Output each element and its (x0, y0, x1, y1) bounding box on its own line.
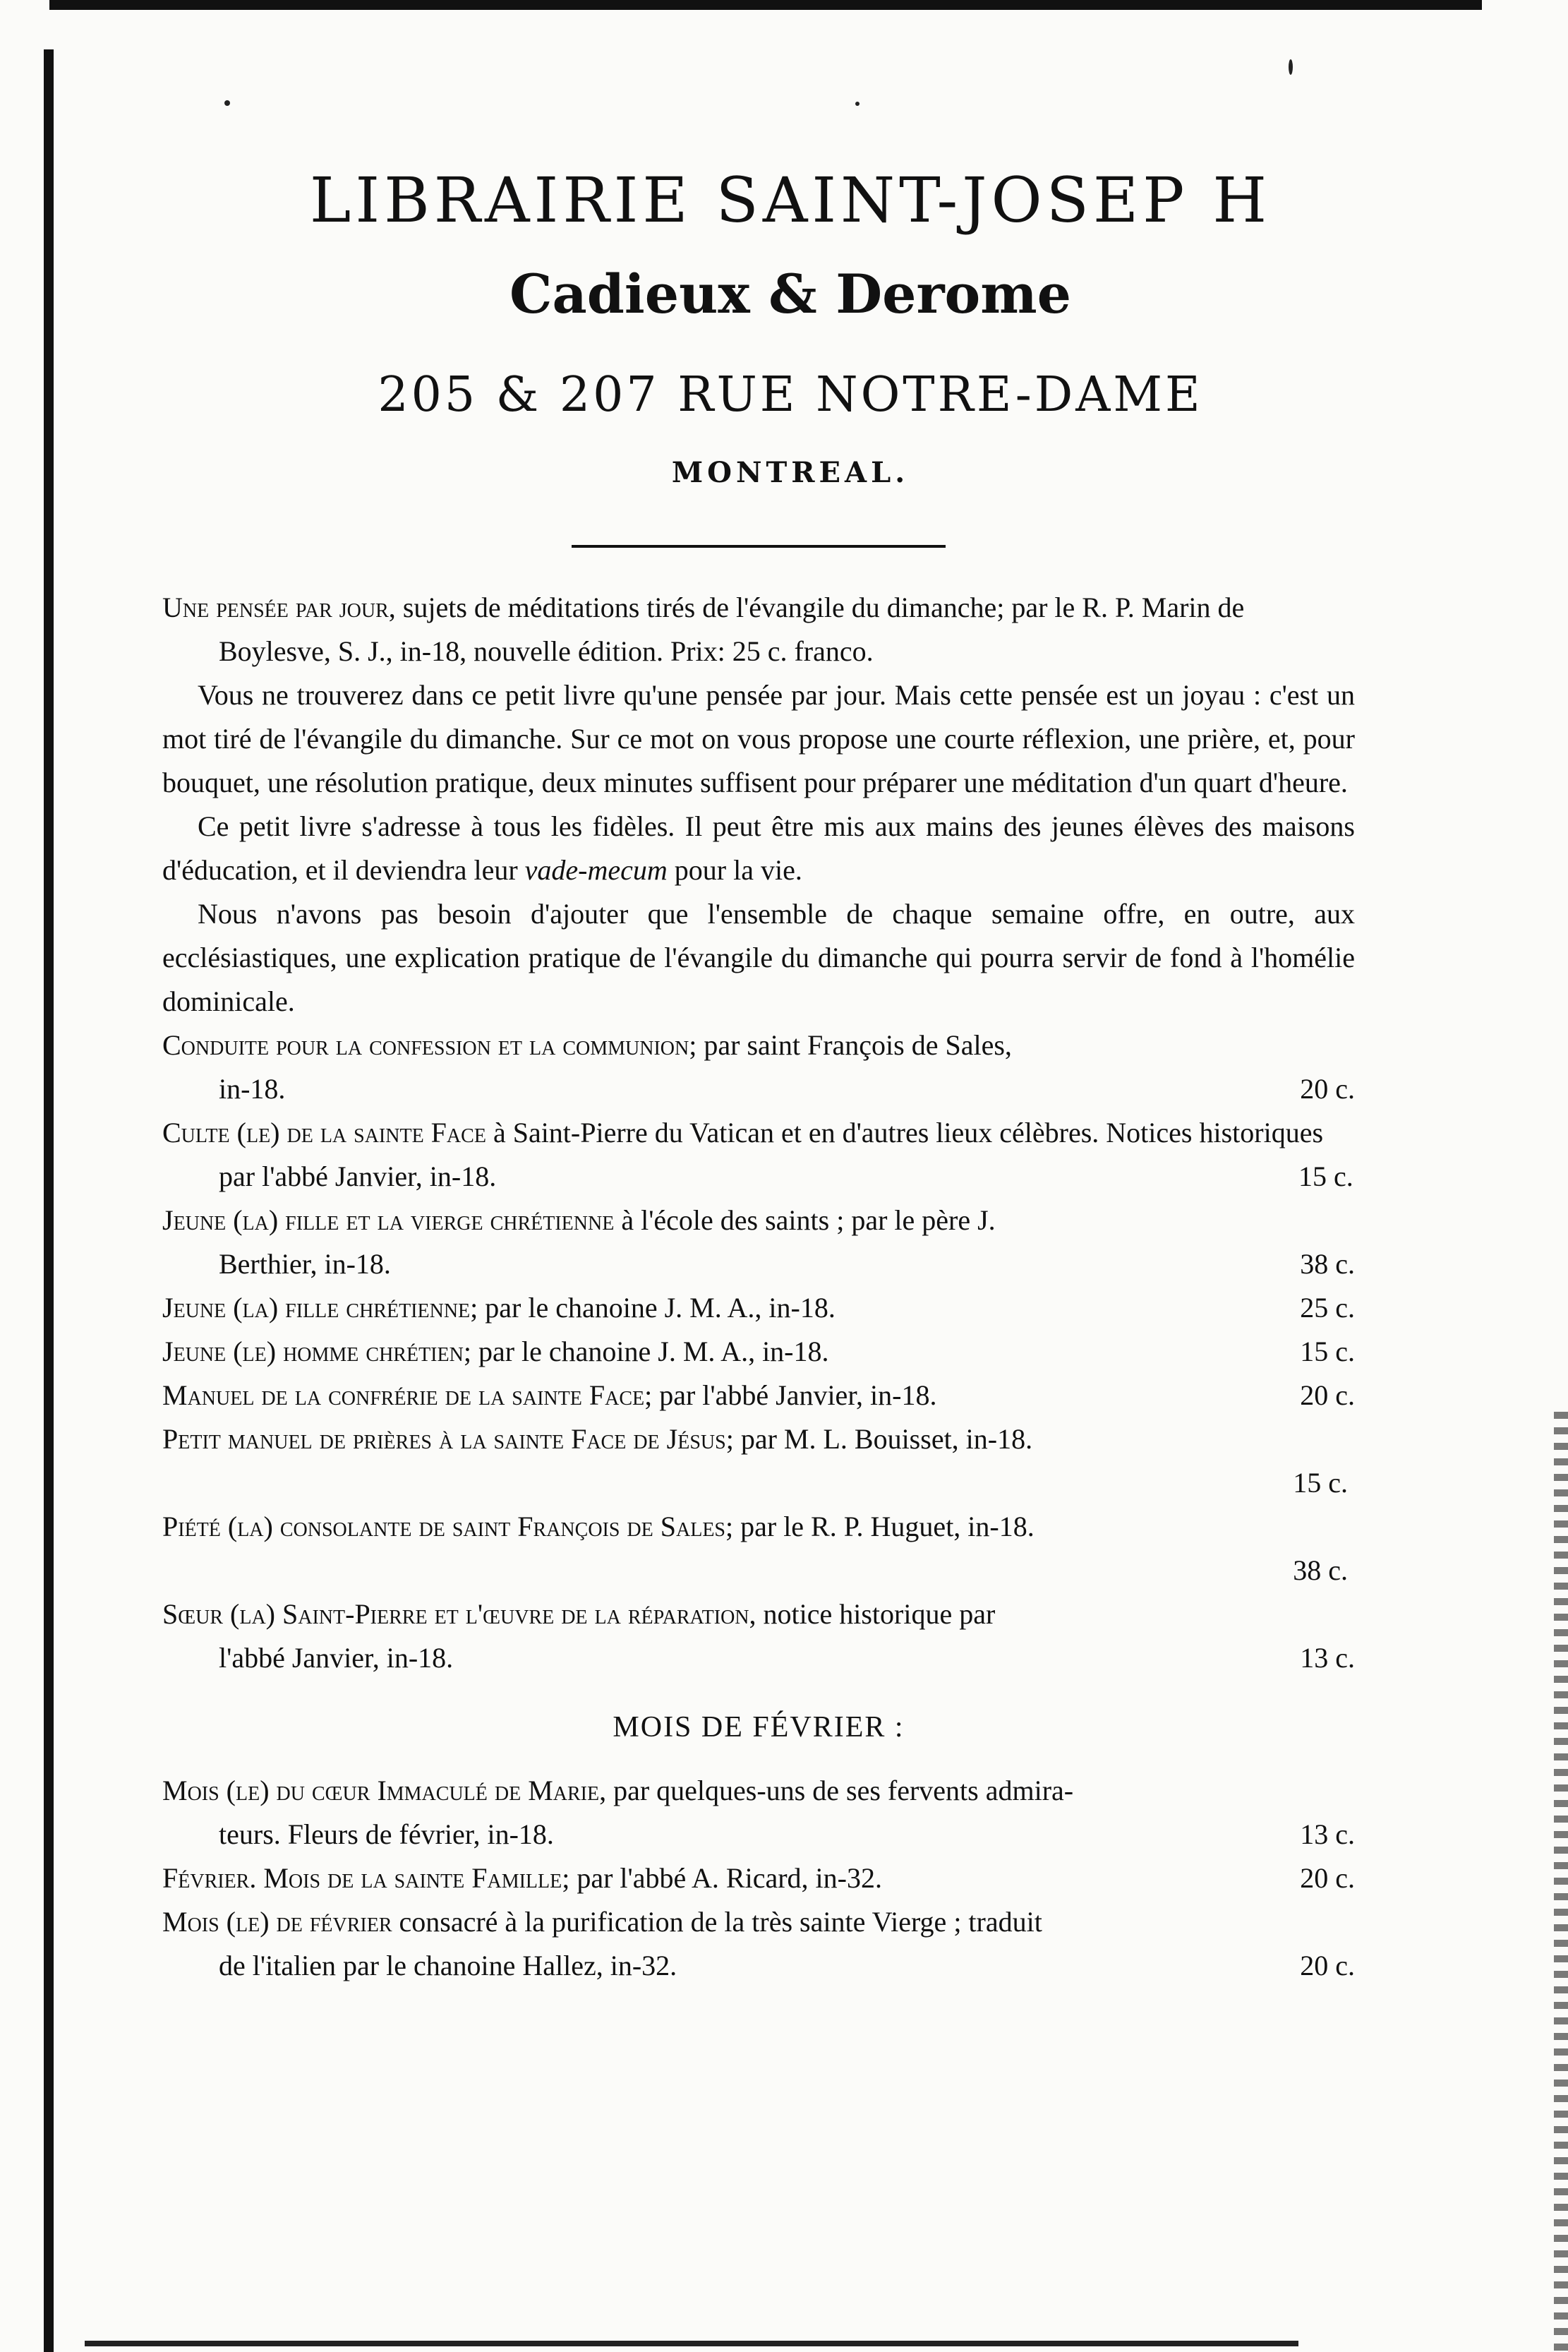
book-title: Mois (le) du cœur Immaculé de Marie, (162, 1775, 607, 1806)
header-divider (572, 545, 946, 548)
book-tail-line (162, 1067, 1355, 1111)
book-price: 38 c. (1300, 1248, 1355, 1280)
book-title: Février. Mois de la sainte Famille (162, 1862, 562, 1894)
book-entry (162, 1900, 1355, 1944)
top-border-rule (49, 0, 1482, 10)
description-paragraph: Vous ne trouverez dans ce petit livre qu'une pensée par jour. Mais cette pensée est un joyau : c'est un mot tiré de l'évangile du dimanche. Sur ce mot on vous propose une courte réflexion, une prière, et, pour bouquet, une résolution pratique, deux minutes suffisent pour préparer une méditation d'un quart d'heure. (162, 679, 1355, 798)
book-entry (162, 1199, 1355, 1242)
book-format: l'abbé Janvier, in-18. (219, 1642, 454, 1674)
shop-address: 205 & 207 RUE NOTRE-DAME (378, 367, 1203, 423)
book-format: teurs. Fleurs de février, in-18. (219, 1818, 554, 1850)
book-price: 20 c. (1300, 1073, 1355, 1105)
book-description: par quelques-uns de ses fervents admira- (606, 1775, 1074, 1806)
book-entry (162, 1856, 1355, 1900)
left-border-rule (44, 49, 54, 2352)
scan-edge-noise (1554, 1412, 1568, 2351)
book-price: 15 c. (1293, 1467, 1348, 1499)
book-description: à Saint-Pierre du Vatican et en d'autres lieux célèbres. Notices historiques par l'abbé Janvier, in-18. (219, 1117, 1324, 1192)
book-format: in-18. (219, 1073, 286, 1105)
book-price: 13 c. (1300, 1818, 1355, 1850)
book-description: ; par saint François de Sales, (689, 1029, 1012, 1061)
book-price: 15 c. (1300, 1336, 1355, 1367)
book-title: Petit manuel de prières à la sainte Face de Jésus (162, 1423, 726, 1455)
book-price: 38 c. (1293, 1554, 1348, 1586)
book-price: 13 c. (1300, 1642, 1355, 1674)
book-entry (162, 1286, 1355, 1330)
scan-speck (224, 100, 230, 106)
book-description: consacré à la purification de la très sainte Vierge ; traduit (392, 1906, 1042, 1938)
book-description: sujets de méditations tirés de l'évangile du dimanche; par le R. P. Marin de Boylesve, S. J., in-18, nouvelle édition. Prix: 25 c. franco. (219, 592, 1245, 667)
book-description: ; par le chanoine J. M. A., in-18. (470, 1292, 836, 1324)
book-entry (162, 1374, 1355, 1417)
book-title: Conduite pour la confession et la communion (162, 1029, 689, 1061)
scan-speck (1289, 59, 1293, 75)
book-title: Jeune (le) homme chrétien (162, 1336, 464, 1367)
book-title: Jeune (la) fille chrétienne (162, 1292, 471, 1324)
book-description: à l'école des saints ; par le père J. (614, 1204, 996, 1236)
book-title: Jeune (la) fille et la vierge chrétienne (162, 1204, 615, 1236)
book-description: ; par M. L. Bouisset, in-18. (725, 1423, 1033, 1455)
shop-name: LIBRAIRIE SAINT-JOSEP H (309, 164, 1272, 236)
book-title: Manuel de la confrérie de la sainte Face (162, 1379, 645, 1411)
book-entry (162, 1769, 1355, 1813)
catalog-body (162, 586, 1355, 1988)
description-paragraph (162, 805, 1355, 892)
book-entry (162, 586, 1355, 673)
shop-city: MONTREAL. (671, 456, 910, 489)
book-description: ; par le chanoine J. M. A., in-18. (463, 1336, 829, 1367)
book-price: 20 c. (1300, 1379, 1355, 1411)
book-tail-line (162, 1944, 1355, 1988)
book-entry (162, 1417, 1355, 1461)
book-price: 20 c. (1300, 1950, 1355, 1981)
book-price: 25 c. (1300, 1292, 1355, 1324)
book-title: Mois (le) de février (162, 1906, 392, 1938)
paragraph-text: Ce petit livre s'adresse à tous les fidèles. Il peut être mis aux mains des jeunes élèves des maisons d'éducation, et il deviendra leur (162, 810, 1355, 886)
book-description: ; par l'abbé Janvier, in-18. (644, 1379, 937, 1411)
description-paragraph: Nous n'avons pas besoin d'ajouter que l'ensemble de chaque semaine offre, en outre, aux ecclésiastiques, une explication pratique de l'évangile du dimanche qui pourra servir de fond à l'homélie dominicale. (162, 898, 1355, 1017)
book-title: Piété (la) consolante de saint François de Sales (162, 1511, 725, 1542)
book-title: Sœur (la) Saint-Pierre et l'œuvre de la réparation, (162, 1598, 756, 1630)
book-entry: Culte (le) de la sainte Face à Saint-Pierre du Vatican et en d'autres lieux célèbres. Notices historiques par l'abbé Janvier, in-18. 15 c. (162, 1117, 1353, 1192)
book-description: ; par le R. P. Huguet, in-18. (725, 1511, 1035, 1542)
book-tail-line (162, 1242, 1355, 1286)
book-entry (162, 1592, 1355, 1636)
book-title: Une pensée par jour, (162, 592, 396, 623)
book-description: ; par l'abbé A. Ricard, in-32. (562, 1862, 882, 1894)
book-entry (162, 1330, 1355, 1374)
paragraph-emphasis: vade-mecum (524, 854, 668, 886)
paragraph-text: pour la vie. (667, 854, 802, 886)
book-tail-line (162, 1636, 1355, 1680)
owners-name: Cadieux & Derome (509, 263, 1071, 325)
book-entry (162, 1024, 1355, 1067)
book-price: 20 c. (1300, 1862, 1355, 1894)
scan-speck (855, 102, 860, 106)
book-format: Berthier, in-18. (219, 1248, 391, 1280)
book-tail-line (162, 1813, 1355, 1856)
bottom-border-rule (85, 2341, 1298, 2346)
book-title: Culte (le) de la sainte Face (162, 1117, 486, 1148)
book-entry (162, 1505, 1355, 1549)
book-format: de l'italien par le chanoine Hallez, in-32. (219, 1950, 677, 1981)
book-description: notice historique par (756, 1598, 996, 1630)
section-heading: MOIS DE FÉVRIER : (613, 1711, 905, 1744)
